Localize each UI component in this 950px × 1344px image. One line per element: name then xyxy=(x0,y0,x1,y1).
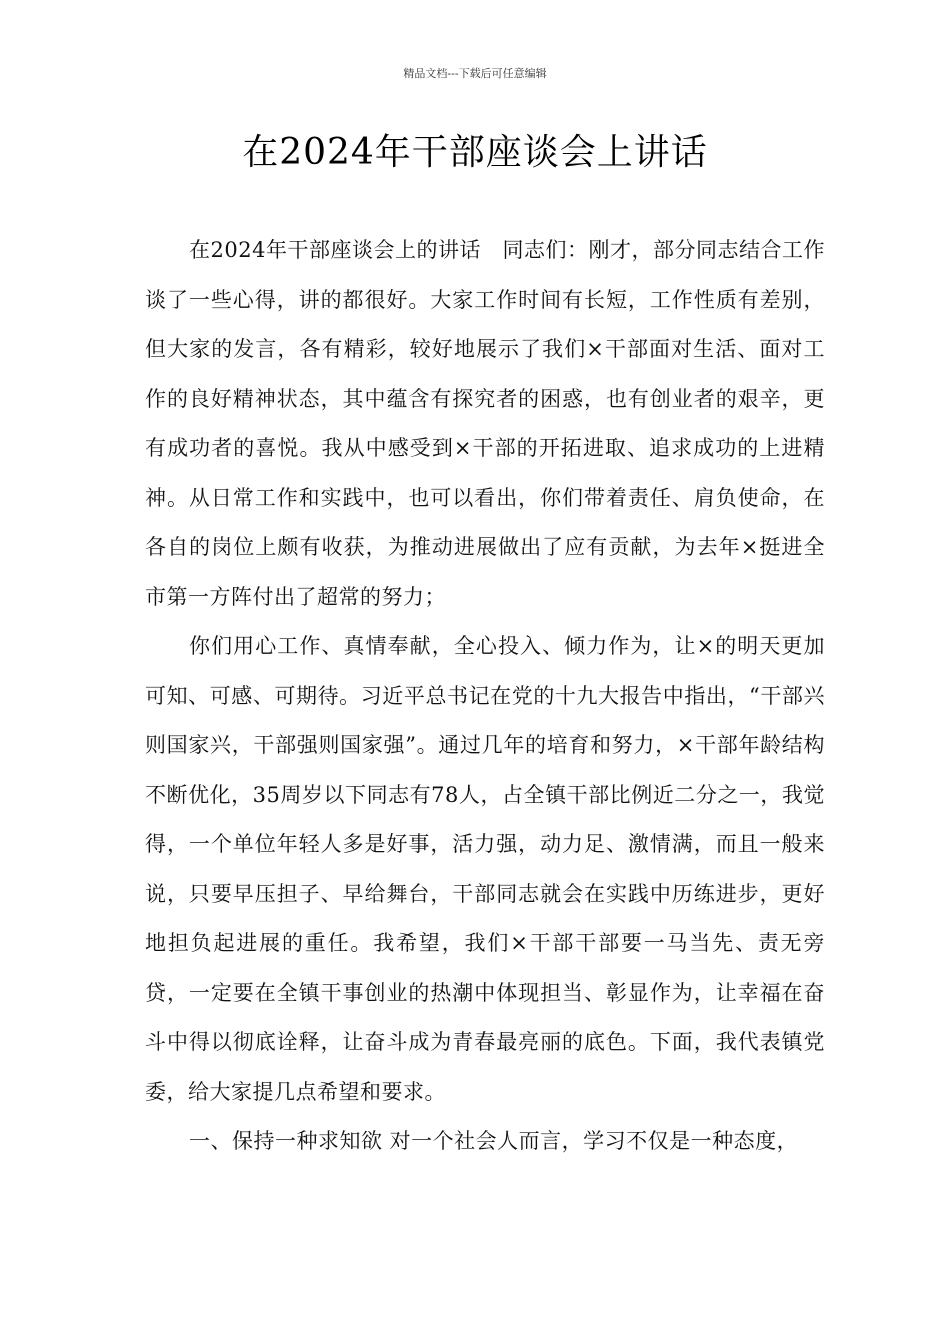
paragraph-2: 你们用心工作、真情奉献，全心投入、倾力作为，让×的明天更加可知、可感、可期待。习近平总书记在党的十九大报告中指出，“干部兴则国家兴，干部强则国家强”。通过几年的培育和努力，×干部年龄结构不断优化，35周岁以下同志有78人，占全镇干部比例近二分之一，我觉得，一个单位年轻人多是好事，活力强，动力足、激情满，而且一般来说，只要早压担子、早给舞台，干部同志就会在实践中历练进步，更好地担负起进展的重任。我希望，我们×干部干部要一马当先、责无旁贷，一定要在全镇干事创业的热潮中体现担当、彰显作为，让幸福在奋斗中得以彻底诠释，让奋斗成为青春最亮丽的底色。下面，我代表镇党委，给大家提几点希望和要求。 xyxy=(145,634,825,1104)
paragraph-1: 在2024年干部座谈会上的讲话 同志们：刚才，部分同志结合工作谈了一些心得，讲的都很好。大家工作时间有长短，工作性质有差别，但大家的发言，各有精彩，较好地展示了我们×干部面对生活、面对工作的良好精神状态，其中蕴含有探究者的困惑，也有创业者的艰辛，更有成功者的喜悦。我从中感受到×干部的开拓进取、追求成功的上进精神。从日常工作和实践中，也可以看出，你们带着责任、肩负使命，在各自的岗位上颇有收获，为推动进展做出了应有贡献，为去年×挺进全市第一方阵付出了超常的努力； xyxy=(145,238,825,609)
paragraph-3: 一、保持一种求知欲 对一个社会人而言，学习不仅是一种态度， xyxy=(189,1129,799,1153)
header-note: 精品文档---下载后可任意编辑 xyxy=(403,67,547,80)
document-title: 在2024年干部座谈会上讲话 xyxy=(242,132,708,173)
document-body xyxy=(145,226,825,1167)
